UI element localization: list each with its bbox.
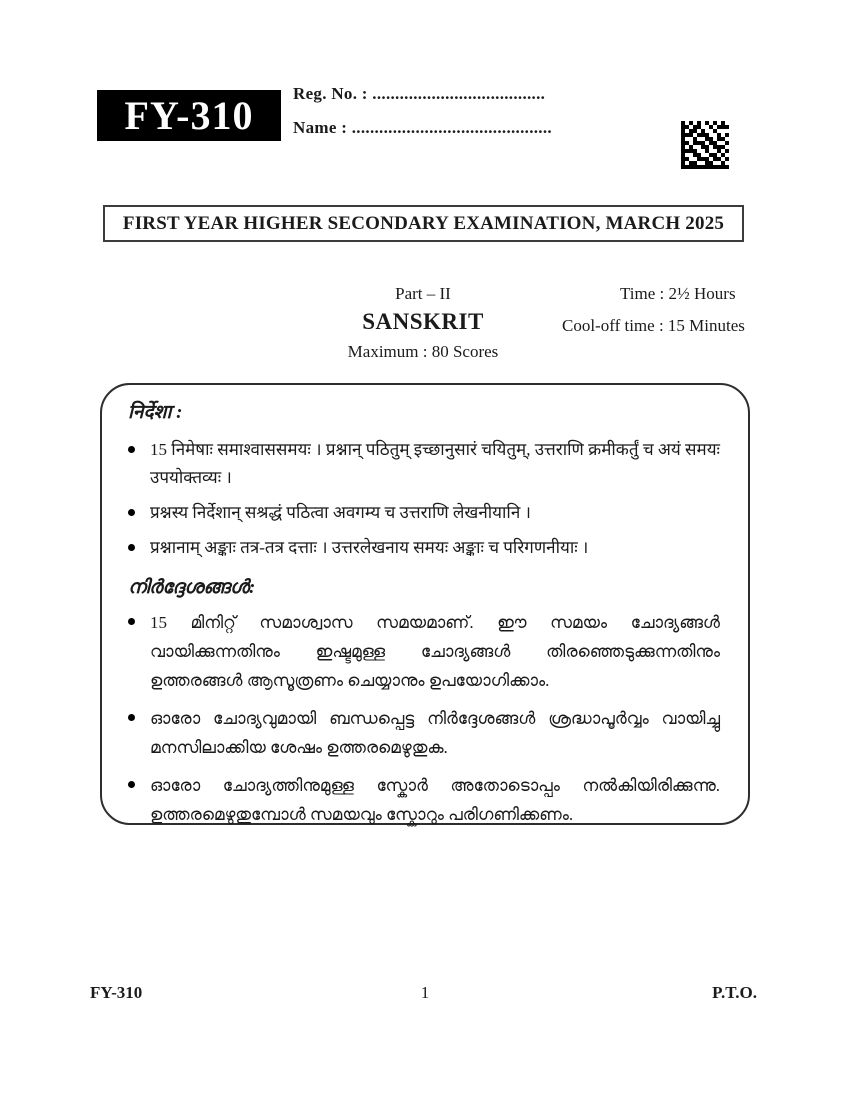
bullet-icon xyxy=(128,781,135,788)
exam-title-banner xyxy=(103,205,744,242)
page-number: 1 xyxy=(420,983,430,1002)
instructions-box xyxy=(100,383,750,825)
list-item xyxy=(128,499,720,527)
pto-label: P.T.O. xyxy=(712,983,757,1002)
bullet-icon xyxy=(128,446,135,453)
cool-off-time: Cool-off time : 15 Minutes xyxy=(562,316,745,335)
instruction-text: 15 निमेषाः समाश्वाससमयः । प्रश्नान् पठितुम् इच्छानुसारं चयितुम्, उत्तराणि क्रमीकर्तुं च अयं समयः उपयोक्तव्यः । xyxy=(150,440,720,487)
footer-paper-code: FY-310 xyxy=(90,983,143,1002)
maximum-scores: Maximum : 80 Scores xyxy=(347,342,499,361)
data-matrix-code xyxy=(681,121,729,169)
instruction-text: ഓരോ ചോദ്യത്തിനുമുള്ള സ്കോർ അതോടൊപ്പം നൽകിയിരിക്കുന്നു. ഉത്തരമെഴുതുമ്പോൾ സമയവും സ്കോറും പരിഗണിക്കണം. xyxy=(150,776,720,824)
list-item xyxy=(128,534,720,562)
list-item xyxy=(128,704,720,762)
sanskrit-instructions-heading: निर्देशा : xyxy=(128,402,183,423)
list-item xyxy=(128,608,720,695)
bullet-icon xyxy=(128,714,135,721)
exam-title: FIRST YEAR HIGHER SECONDARY EXAMINATION, MARCH 2025 xyxy=(122,212,725,234)
list-item xyxy=(128,436,720,492)
paper-code: FY-310 xyxy=(124,93,254,138)
list-item xyxy=(128,771,720,829)
name-field: Name : ............................................ xyxy=(293,118,552,137)
part-label: Part – II xyxy=(395,284,451,303)
instruction-text: 15 മിനിറ്റ് സമാശ്വാസ സമയമാണ്. ഈ സമയം ചോദ്യങ്ങൾ വായിക്കുന്നതിനും ഇഷ്ടമുള്ള ചോദ്യങ്ങൾ തിരഞ്ഞെടുക്കുന്നതിനും ഉത്തരങ്ങൾ ആസൂത്രണം ചെയ്യാനും ഉപയോഗിക്കാം. xyxy=(150,613,720,690)
reg-no-field: Reg. No. : ...................................... xyxy=(293,84,546,103)
malayalam-instructions-heading: നിർദ്ദേശങ്ങൾ: xyxy=(128,577,256,598)
sanskrit-instructions-list xyxy=(128,436,720,562)
malayalam-instructions-list xyxy=(128,608,720,829)
bullet-icon xyxy=(128,618,135,625)
subject-name: SANSKRIT xyxy=(362,309,484,334)
instruction-text: प्रश्नस्य निर्देशान् सश्रद्धं पठित्वा अवगम्य च उत्तराणि लेखनीयानि । xyxy=(150,503,531,522)
paper-code-box xyxy=(97,90,281,141)
instruction-text: प्रश्नानाम् अङ्काः तत्र-तत्र दत्ताः । उत्तरलेखनाय समयः अङ्काः च परिगणनीयाः । xyxy=(150,538,589,557)
instruction-text: ഓരോ ചോദ്യവുമായി ബന്ധപ്പെട്ട നിർദ്ദേശങ്ങൾ ശ്രദ്ധാപൂർവ്വം വായിച്ചു മനസിലാക്കിയ ശേഷം ഉത്തരമെഴുതുക. xyxy=(150,709,720,757)
bullet-icon xyxy=(128,544,135,551)
page-footer xyxy=(0,983,850,1005)
time-allowed: Time : 2½ Hours xyxy=(620,284,736,303)
bullet-icon xyxy=(128,509,135,516)
